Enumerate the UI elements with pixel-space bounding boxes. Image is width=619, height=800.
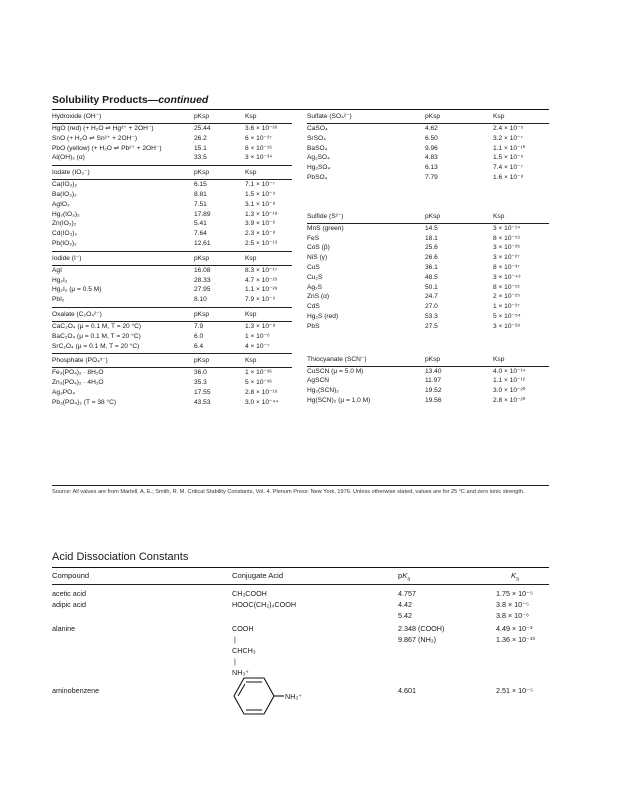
sulfate-cell: 7.79	[425, 173, 438, 181]
source-note: Source: All values are from Martell, A. E.; Smith, R. M. Critical Stability Constants, Vol. 4. Plenum Press: New York, 1976. Unless otherwise stated, values are for 25 °C and zero ionic strength.	[52, 489, 525, 495]
hydroxide-header	[52, 111, 292, 123]
thiocyanate-header	[307, 354, 549, 366]
acid-compound-1: acetic acid	[52, 589, 86, 598]
sulfate-cell: 4.83	[425, 154, 438, 162]
oxalate-cell: 1 × 10⁻⁶	[245, 332, 270, 340]
iodide-cell: 7.9 × 10⁻⁹	[245, 296, 276, 304]
hydroxide-cell: HgO (red) (+ H₂O ⇌ Hg²⁺ + 2OH⁻)	[52, 125, 154, 132]
iodate-cell: 1.3 × 10⁻¹⁸	[245, 210, 278, 218]
sulfide-cell: 25.6	[425, 244, 438, 252]
hydroxide-cell: Al(OH)₃ (α)	[52, 154, 85, 162]
iodide-cell: 8.10	[194, 296, 207, 304]
acid-header-ka: $K_a$	[511, 571, 519, 583]
sulfide-cell: MnS (green)	[307, 224, 344, 232]
benzene-ring-icon	[232, 672, 292, 722]
sulfide-cell: 3 × 10⁻²⁷	[493, 254, 520, 262]
phosphate-header	[52, 355, 292, 367]
iodate-cell: Zn(IO₃)₂	[52, 220, 77, 228]
acid-header-conjugate: Conjugate Acid	[232, 571, 284, 580]
sulfide-cell: 2 × 10⁻²⁵	[493, 293, 520, 301]
hydroxide-cell: 3 × 10⁻³⁴	[245, 154, 273, 162]
page-title	[52, 94, 208, 106]
aminobenzene-nh3: NH₃⁺	[285, 692, 303, 701]
acid-ka-4: 2.51 × 10⁻⁵	[496, 686, 533, 695]
sulfide-cell: CoS (β)	[307, 244, 330, 252]
iodate-cell: 2.3 × 10⁻⁸	[245, 230, 276, 238]
acid-ka-2a: 3.8 × 10⁻⁵	[496, 600, 529, 609]
iodide-cell: 28.33	[194, 276, 211, 284]
iodide-cell: PbI₂	[52, 296, 65, 304]
table-row	[307, 312, 549, 322]
table-row	[52, 210, 292, 220]
sulfide-cell: 50.1	[425, 283, 438, 291]
phosphate-header-col-1: pKsp	[194, 357, 210, 365]
page-title-main: Solubility Products	[52, 94, 148, 106]
thiocyanate-section	[307, 354, 549, 406]
acid-compound-4: aminobenzene	[52, 686, 100, 695]
iodate-cell: 17.89	[194, 210, 211, 218]
phosphate-cell: 2.8 × 10⁻¹⁸	[245, 388, 278, 396]
table-row	[307, 124, 549, 134]
sulfide-cell: 5 × 10⁻⁵⁴	[493, 312, 521, 320]
sulfide-cell: 8 × 10⁻⁵¹	[493, 283, 520, 291]
sulfide-cell: 3 × 10⁻¹⁴	[493, 224, 521, 232]
title-rule	[52, 109, 549, 110]
sulfate-cell: 4.62	[425, 125, 438, 132]
phosphate-cell: Fe₃(PO₄)₂ · 8H₂O	[52, 369, 104, 377]
table-row	[52, 322, 292, 332]
thiocyanate-cell: Hg₂(SCN)₂	[307, 387, 339, 395]
sulfide-cell: 53.3	[425, 312, 438, 320]
iodate-cell: Ca(IO₃)₂	[52, 181, 78, 189]
hydroxide-header-col-0: Hydroxide (OH⁻)	[52, 113, 102, 120]
sulfate-cell: 7.4 × 10⁻⁷	[493, 164, 523, 172]
acid-section-title: Acid Dissociation Constants	[52, 551, 189, 563]
sulfate-cell: CaSO₄	[307, 125, 328, 132]
sulfide-cell: 18.1	[425, 234, 438, 242]
iodide-section	[52, 253, 292, 308]
table-row	[307, 144, 549, 154]
table-row	[52, 239, 292, 249]
hydroxide-bottom-rule	[52, 165, 292, 166]
acid-ka-3a: 4.49 × 10⁻³	[496, 624, 533, 633]
iodide-header	[52, 253, 292, 265]
table-row	[52, 190, 292, 200]
table-row	[307, 273, 549, 283]
page-title-suffix: —continued	[147, 94, 209, 106]
iodate-header-col-2: Ksp	[245, 169, 257, 177]
table-row	[307, 367, 549, 377]
sulfate-cell: 9.96	[425, 144, 438, 152]
iodate-cell: 3.9 × 10⁻⁶	[245, 220, 276, 228]
iodate-cell: 1.5 × 10⁻⁹	[245, 190, 276, 198]
sulfide-cell: CuS	[307, 263, 320, 271]
phosphate-section	[52, 355, 292, 407]
table-row	[307, 153, 549, 163]
table-row	[307, 263, 549, 273]
iodate-cell: 2.5 × 10⁻¹³	[245, 239, 277, 247]
alanine-chch3: CHCH₃	[232, 646, 256, 655]
table-row	[307, 292, 549, 302]
sulfide-cell: 3 × 10⁻⁴⁹	[493, 273, 521, 281]
table-row	[307, 322, 549, 332]
sulfide-cell: 3 × 10⁻²⁸	[493, 322, 520, 330]
iodate-cell: Cd(IO₃)₂	[52, 230, 78, 238]
acid-pka-2b: 5.42	[398, 611, 412, 620]
table-row	[52, 285, 292, 295]
sulfide-cell: 26.6	[425, 254, 438, 262]
oxalate-section	[52, 309, 292, 354]
oxalate-bottom-rule	[52, 353, 292, 354]
table-row	[52, 200, 292, 210]
sulfide-cell: 8 × 10⁻¹⁹	[493, 234, 521, 242]
hydroxide-section	[52, 111, 292, 166]
sulfide-header-col-1: pKsp	[425, 212, 441, 220]
phosphate-cell: 1 × 10⁻³⁶	[245, 369, 272, 377]
iodate-bottom-rule	[52, 251, 292, 252]
table-row	[52, 219, 292, 229]
table-row	[307, 386, 549, 396]
table-row	[307, 302, 549, 312]
sulfide-cell: CdS	[307, 303, 320, 311]
iodide-cell: 27.95	[194, 286, 211, 294]
iodide-header-col-1: pKsp	[194, 254, 210, 262]
table-row	[52, 276, 292, 286]
table-row	[307, 243, 549, 253]
left-column	[52, 111, 292, 408]
iodate-section	[52, 167, 292, 252]
iodate-header	[52, 167, 292, 179]
oxalate-cell: SrC₂O₄ (μ = 0.1 M, T = 20 °C)	[52, 342, 140, 350]
phosphate-cell: 35.3	[194, 379, 207, 387]
thiocyanate-header-col-2: Ksp	[493, 355, 505, 363]
sulfate-cell: BaSO₄	[307, 144, 328, 152]
sulfide-cell: 48.5	[425, 273, 438, 281]
oxalate-header-col-0: Oxalate (C₂O₄²⁻)	[52, 310, 102, 318]
iodide-cell: AgI	[52, 266, 62, 274]
iodate-cell: 7.64	[194, 230, 207, 238]
phosphate-cell: 36.0	[194, 369, 207, 377]
table-row	[52, 295, 292, 305]
table-row	[307, 376, 549, 386]
note-rule	[52, 485, 549, 486]
iodate-cell: 12.61	[194, 239, 211, 247]
iodide-cell: Hg₂I₂ (μ = 0.5 M)	[52, 286, 102, 294]
hydroxide-cell: 25.44	[194, 125, 211, 132]
sulfate-header-col-2: Ksp	[493, 113, 505, 120]
sulfide-cell: FeS	[307, 234, 320, 242]
sulfate-header-col-0: Sulfate (SO₄²⁻)	[307, 113, 352, 120]
table-row	[52, 368, 292, 378]
iodate-cell: 7.1 × 10⁻⁷	[245, 181, 275, 189]
acid-compound-2: adipic acid	[52, 600, 86, 609]
phosphate-cell: 5 × 10⁻³⁶	[245, 379, 272, 387]
table-row	[52, 153, 292, 163]
hydroxide-cell: 6 × 10⁻²⁷	[245, 134, 272, 142]
phosphate-cell: Zn₃(PO₄)₂ · 4H₂O	[52, 379, 104, 387]
sulfide-cell: 1 × 10⁻²⁷	[493, 303, 520, 311]
table-row	[52, 398, 292, 408]
iodate-cell: Hg₂(IO₃)₂	[52, 210, 80, 218]
table-row	[52, 332, 292, 342]
sulfide-cell: 36.1	[425, 263, 438, 271]
sulfide-cell: PbS	[307, 322, 320, 330]
sulfide-section	[307, 211, 549, 332]
oxalate-header-col-2: Ksp	[245, 310, 257, 318]
phosphate-cell: 43.53	[194, 398, 211, 406]
alanine-bond-2: |	[234, 657, 236, 666]
acid-title-rule	[52, 567, 549, 568]
sulfide-cell: NiS (γ)	[307, 254, 328, 262]
phosphate-cell: 3.0 × 10⁻⁴⁴	[245, 398, 279, 406]
sulfate-cell: 6.13	[425, 164, 438, 172]
acid-pka-4: 4.601	[398, 686, 416, 695]
table-row	[52, 378, 292, 388]
hydroxide-cell: PbO (yellow) (+ H₂O ⇌ Pb²⁺ + 2OH⁻)	[52, 144, 162, 152]
acid-conjugate-1: CH₃COOH	[232, 589, 267, 598]
sulfate-cell: Ag₂SO₄	[307, 154, 330, 162]
iodate-cell: 6.15	[194, 181, 207, 189]
alanine-nh3: NH₃⁺	[232, 668, 250, 677]
thiocyanate-cell: 11.97	[425, 377, 442, 385]
thiocyanate-cell: 19.52	[425, 387, 442, 395]
thiocyanate-header-col-1: pKsp	[425, 355, 441, 363]
acid-compound-3: alanine	[52, 624, 76, 633]
acid-pka-2a: 4.42	[398, 600, 412, 609]
thiocyanate-cell: 2.8 × 10⁻²⁰	[493, 396, 526, 404]
oxalate-header	[52, 309, 292, 321]
alanine-bond-1: |	[234, 635, 236, 644]
hydroxide-cell: 26.2	[194, 134, 207, 142]
oxalate-cell: 6.4	[194, 342, 204, 350]
oxalate-cell: 7.9	[194, 322, 204, 330]
iodate-cell: 8.81	[194, 190, 207, 198]
thiocyanate-cell: CuSCN (μ = 5.0 M)	[307, 367, 364, 375]
sulfide-header-col-2: Ksp	[493, 212, 505, 220]
acid-header-pka: $pK_a$	[398, 571, 411, 583]
table-row	[52, 229, 292, 239]
iodate-cell: Pb(IO₃)₂	[52, 239, 77, 247]
iodide-header-col-0: Iodide (I⁻)	[52, 254, 82, 262]
sulfate-cell: 1.1 × 10⁻¹⁰	[493, 144, 526, 152]
thiocyanate-cell: 19.56	[425, 396, 442, 404]
thiocyanate-cell: 3.0 × 10⁻²⁰	[493, 387, 526, 395]
table-row	[52, 388, 292, 398]
oxalate-cell: CaC₂O₄ (μ = 0.1 M, T = 20 °C)	[52, 322, 142, 330]
iodide-cell: Hg₂I₂	[52, 276, 68, 284]
table-row	[52, 180, 292, 190]
sulfate-cell: Hg₂SO₄	[307, 164, 331, 172]
sulfide-cell: ZnS (α)	[307, 293, 330, 301]
iodate-cell: Ba(IO₃)₂	[52, 190, 77, 198]
iodide-header-col-2: Ksp	[245, 254, 257, 262]
phosphate-cell: Pb₃(PO₄)₂ (T = 38 °C)	[52, 398, 117, 406]
hydroxide-header-col-1: pKsp	[194, 113, 210, 120]
acid-pka-3b: 9.867 (NH₃)	[398, 635, 437, 644]
oxalate-cell: 4 × 10⁻⁷	[245, 342, 270, 350]
sulfate-cell: 6.50	[425, 134, 438, 142]
hydroxide-cell: 8 × 10⁻¹⁶	[245, 144, 272, 152]
iodate-cell: 3.1 × 10⁻⁸	[245, 200, 276, 208]
table-row	[307, 173, 549, 183]
acid-pka-1: 4.757	[398, 589, 416, 598]
acid-pka-3a: 2.348 (COOH)	[398, 624, 445, 633]
iodide-cell: 1.1 × 10⁻²⁸	[245, 286, 278, 294]
table-row	[52, 124, 292, 134]
sulfide-cell: 14.5	[425, 224, 438, 232]
table-row	[307, 163, 549, 173]
sulfate-section	[307, 111, 549, 183]
thiocyanate-cell: 13.40	[425, 367, 442, 375]
sulfate-cell: 3.2 × 10⁻⁷	[493, 134, 523, 142]
sulfide-cell: Cu₂S	[307, 273, 323, 281]
sulfide-cell: Ag₂S	[307, 283, 323, 291]
sulfide-header-col-0: Sulfide (S²⁻)	[307, 212, 344, 220]
acid-conjugate-3: COOH	[232, 624, 254, 633]
table-row	[52, 134, 292, 144]
iodate-cell: 7.51	[194, 200, 207, 208]
iodide-bottom-rule	[52, 307, 292, 308]
sulfide-cell: 27.5	[425, 322, 438, 330]
thiocyanate-cell: 1.1 × 10⁻¹²	[493, 377, 525, 385]
iodate-cell: AgIO₃	[52, 200, 70, 208]
oxalate-header-col-1: pKsp	[194, 310, 210, 318]
hydroxide-cell: 33.5	[194, 154, 207, 162]
table-row	[307, 134, 549, 144]
sulfide-cell: Hg₂S (red)	[307, 312, 339, 320]
iodide-cell: 4.7 × 10⁻²⁹	[245, 276, 278, 284]
table-row	[52, 266, 292, 276]
hydroxide-cell: 15.1	[194, 144, 207, 152]
thiocyanate-cell: Hg(SCN)₂ (μ = 1.0 M)	[307, 396, 371, 404]
sulfate-cell: PbSO₄	[307, 173, 328, 181]
iodate-cell: 5.41	[194, 220, 207, 228]
phosphate-header-col-0: Phosphate (PO₄³⁻)	[52, 357, 108, 365]
oxalate-cell: BaC₂O₄ (μ = 0.1 M, T = 20 °C)	[52, 332, 141, 340]
table-row	[307, 224, 549, 234]
thiocyanate-cell: AgSCN	[307, 377, 329, 385]
table-row	[307, 253, 549, 263]
acid-header-compound: Compound	[52, 571, 90, 580]
iodide-cell: 8.3 × 10⁻¹⁷	[245, 266, 278, 274]
phosphate-header-col-2: Ksp	[245, 357, 257, 365]
table-row	[52, 144, 292, 154]
sulfide-cell: 8 × 10⁻³⁷	[493, 263, 520, 271]
sulfide-cell: 27.0	[425, 303, 438, 311]
sulfate-cell: SrSO₄	[307, 134, 326, 142]
table-row	[307, 396, 549, 406]
acid-ka-3b: 1.36 × 10⁻¹⁰	[496, 635, 536, 644]
thiocyanate-header-col-0: Thiocyanate (SCN⁻)	[307, 355, 367, 363]
sulfate-header	[307, 111, 549, 123]
acid-ka-2b: 3.8 × 10⁻⁶	[496, 611, 529, 620]
iodate-header-col-0: Iodate (IO₃⁻)	[52, 169, 90, 177]
phosphate-cell: 17.55	[194, 388, 211, 396]
table-row	[52, 342, 292, 352]
oxalate-cell: 1.3 × 10⁻⁸	[245, 322, 276, 330]
hydroxide-cell: 3.6 × 10⁻²⁶	[245, 125, 278, 132]
table-row	[307, 234, 549, 244]
sulfate-cell: 2.4 × 10⁻⁵	[493, 125, 524, 132]
table-row	[307, 283, 549, 293]
phosphate-cell: Ag₃PO₄	[52, 388, 75, 396]
acid-conjugate-2: HOOC(CH₂)₄COOH	[232, 600, 297, 609]
iodide-cell: 16.08	[194, 266, 211, 274]
sulfide-cell: 24.7	[425, 293, 438, 301]
acid-ka-1: 1.75 × 10⁻⁵	[496, 589, 533, 598]
sulfate-header-col-1: pKsp	[425, 113, 441, 120]
oxalate-cell: 6.0	[194, 332, 204, 340]
acid-header-rule	[52, 584, 549, 585]
hydroxide-cell: SnO (+ H₂O ⇌ Sn²⁺ + 2OH⁻)	[52, 134, 138, 142]
sulfide-cell: 3 × 10⁻²⁶	[493, 244, 520, 252]
thiocyanate-cell: 4.0 × 10⁻¹⁴	[493, 367, 526, 375]
hydroxide-header-col-2: Ksp	[245, 113, 257, 120]
sulfate-cell: 1.5 × 10⁻⁵	[493, 154, 524, 162]
right-column	[307, 111, 549, 406]
sulfide-header	[307, 211, 549, 223]
iodate-header-col-1: pKsp	[194, 169, 210, 177]
sulfate-cell: 1.6 × 10⁻⁸	[493, 173, 524, 181]
